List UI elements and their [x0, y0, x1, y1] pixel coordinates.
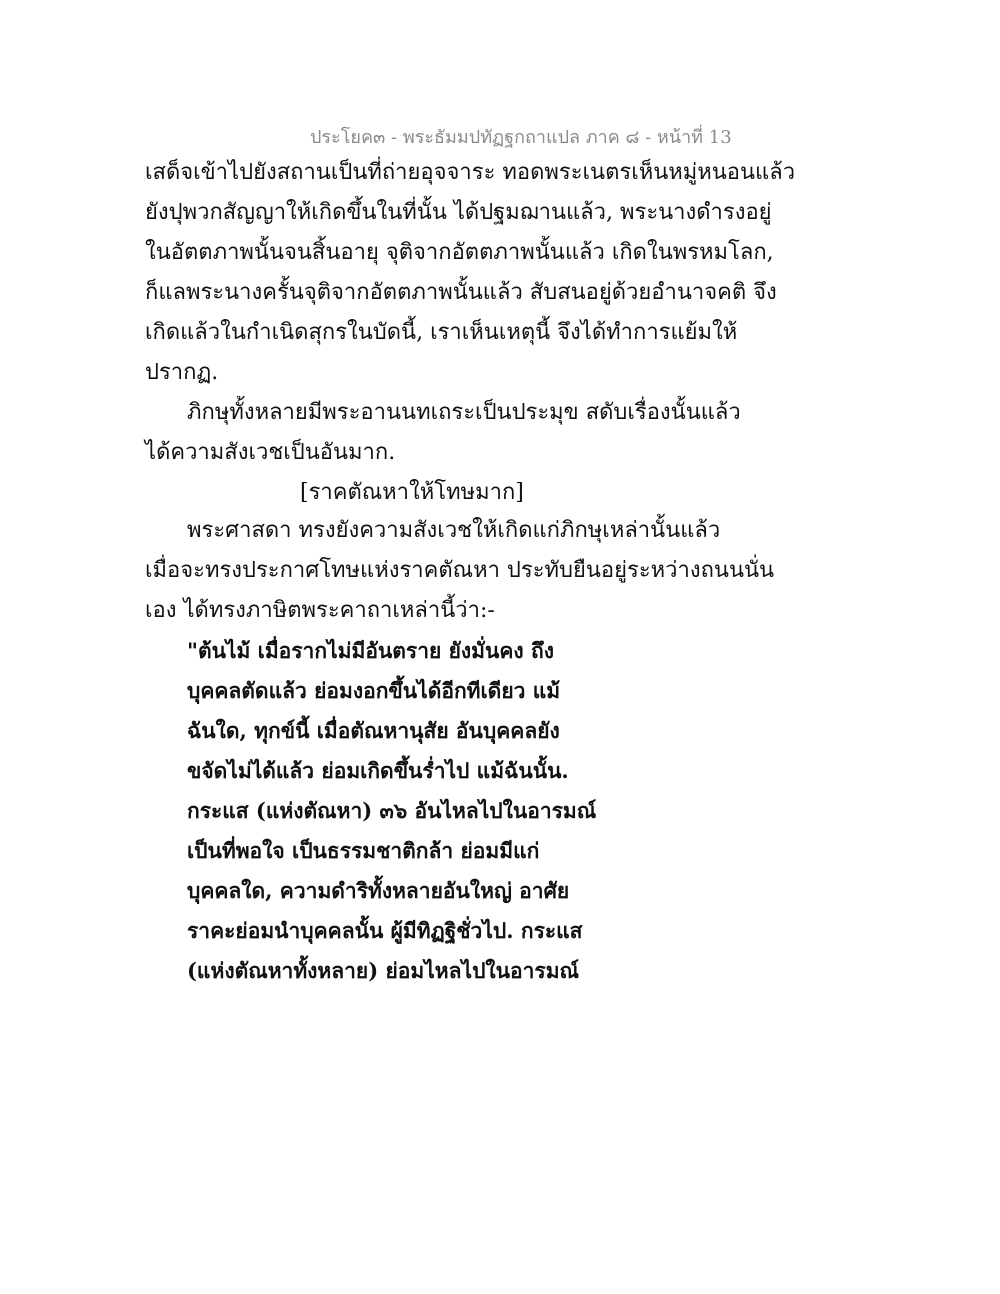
verse-line: "ต้นไม้ เมื่อรากไม่มีอันตราย ยังมั่นคง ถึง: [187, 638, 554, 663]
body-line: ภิกษุทั้งหลายมีพระอานนทเถระเป็นประมุข สดับเรื่องนั้นแล้ว: [187, 400, 741, 425]
body-line: ในอัตตภาพนั้นจนสิ้นอายุ จุติจากอัตตภาพนั้นแล้ว เกิดในพรหมโลก,: [145, 240, 774, 265]
body-line: พระศาสดา ทรงยังความสังเวชให้เกิดแก่ภิกษุเหล่านั้นแล้ว: [187, 518, 721, 543]
page-header: ประโยค๓ - พระธัมมปทัฏฐกถาแปล ภาค ๘ - หน้าที่ 13: [310, 127, 732, 148]
verse-line: บุคคลตัดแล้ว ย่อมงอกขึ้นได้อีกทีเดียว แม้: [187, 678, 561, 703]
body-line: ปรากฏ.: [145, 360, 219, 385]
body-line: ก็แลพระนางครั้นจุติจากอัตตภาพนั้นแล้ว สับสนอยู่ด้วยอำนาจคติ จึง: [145, 280, 777, 305]
verse-line: บุคคลใด, ความดำริทั้งหลายอันใหญ่ อาศัย: [187, 878, 570, 903]
body-line: เมื่อจะทรงประกาศโทษแห่งราคตัณหา ประทับยืนอยู่ระหว่างถนนนั่น: [145, 558, 775, 583]
section-heading: [ราคตัณหาให้โทษมาก]: [300, 480, 524, 505]
body-line: เสด็จเข้าไปยังสถานเป็นที่ถ่ายอุจจาระ ทอดพระเนตรเห็นหมู่หนอนแล้ว: [145, 160, 796, 185]
body-line: ยังปุพวกสัญญาให้เกิดขึ้นในที่นั้น ได้ปฐมฌานแล้ว, พระนางดำรงอยู่: [145, 200, 772, 225]
verse-line: ขจัดไม่ได้แล้ว ย่อมเกิดขึ้นร่ำไป แม้ฉันนั้น.: [187, 758, 569, 783]
verse-line: ฉันใด, ทุกข์นี้ เมื่อตัณหานุสัย อันบุคคลยัง: [187, 718, 560, 743]
body-line: ได้ความสังเวชเป็นอันมาก.: [145, 440, 396, 465]
body-line: เกิดแล้วในกำเนิดสุกรในบัดนี้, เราเห็นเหตุนี้ จึงได้ทำการแย้มให้: [145, 320, 738, 345]
verse-line: เป็นที่พอใจ เป็นธรรมชาติกล้า ย่อมมีแก่: [187, 838, 540, 863]
verse-line: ราคะย่อมนำบุคคลนั้น ผู้มีทิฏฐิชั่วไป. กระแส: [187, 918, 583, 943]
body-line: เอง ได้ทรงภาษิตพระคาถาเหล่านี้ว่า:-: [145, 598, 495, 623]
verse-line: (แห่งตัณหาทั้งหลาย) ย่อมไหลไปในอารมณ์: [187, 958, 580, 983]
verse-line: กระแส (แห่งตัณหา) ๓๖ อันไหลไปในอารมณ์: [187, 798, 597, 823]
